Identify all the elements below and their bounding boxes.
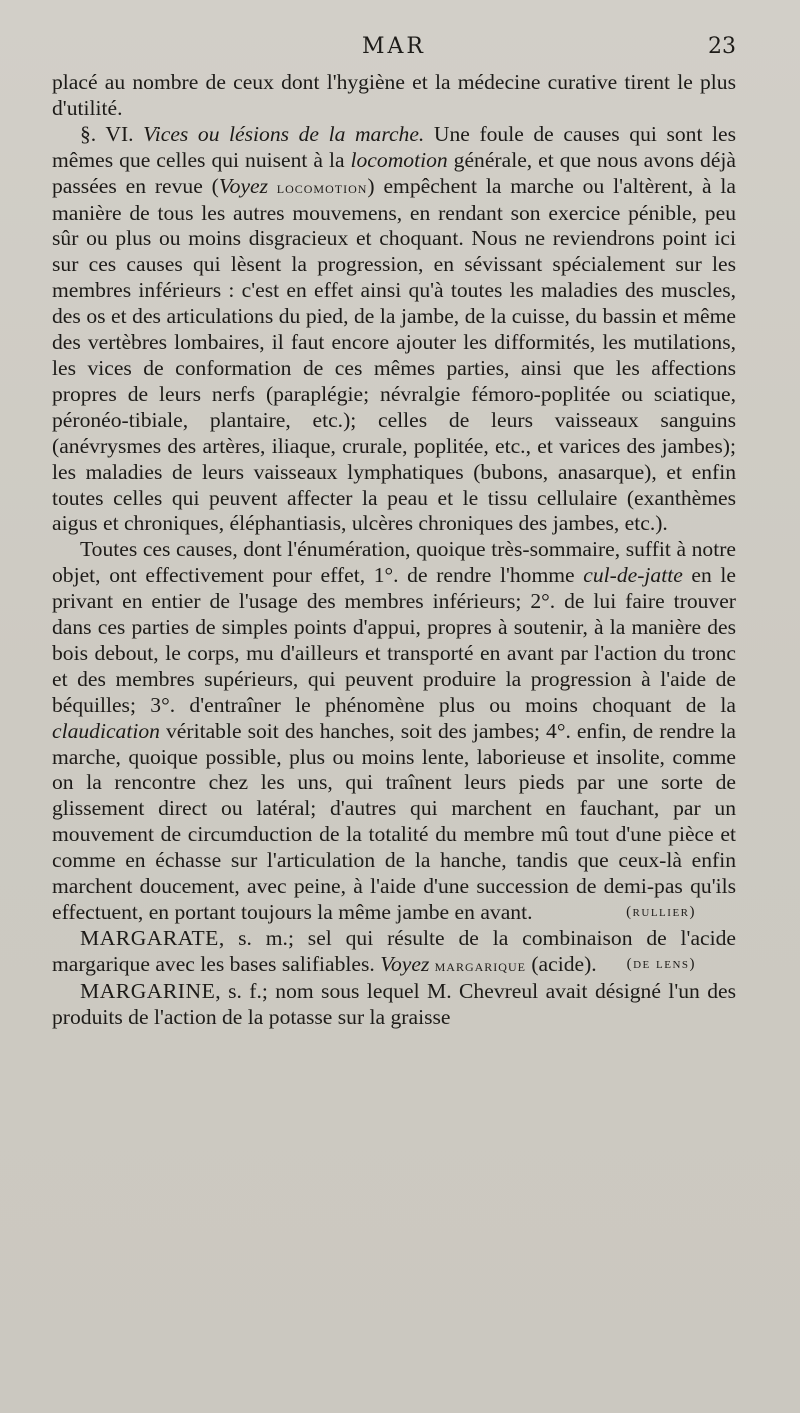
italic-term: locomotion: [350, 147, 448, 172]
entry-headword: MARGARATE: [80, 925, 219, 950]
italic-term: claudication: [52, 718, 160, 743]
paragraph-text: Une foule de causes qui sont les mêmes que celles qui nuisent à la: [52, 121, 737, 172]
entry-headword: MARGARINE: [80, 978, 216, 1003]
paragraph-text: Toutes ces causes, dont l'énumération, quoique très-sommaire, suffit à notre objet, ont effectivement pour effet, 1°. de rendre l'homme: [52, 537, 736, 588]
author-signature: (rullier): [626, 904, 696, 920]
entry-text: , s. m.; sel qui résulte de la combinaison de l'acide margarique avec les bases salifiables.: [52, 925, 736, 976]
page-number: 23: [708, 34, 736, 59]
cross-reference-target: locomotion: [268, 177, 368, 197]
paragraph-text: ) empêchent la marche ou l'altèrent, à la manière de tous les autres mouvemens, en rendant son exercice pénible, peu sûr ou plus ou moins disgracieux et choquant. Nous ne reviendrons point ici sur ces causes qui lèsent la progression, en sévissant spécialement sur les membres inférieurs : c'est en effet ainsi qu'à toutes les maladies des muscles, des os et des articulations du pied, de la jambe, de la cuisse, du bassin et même des vertèbres lombaires, il faut encore ajouter les difformités, les mutilations, les vices de conformation de ces mêmes parties, ainsi que les affections propres de leurs nerfs (paraplégie; névralgie fémoro-poplitée ou sciatique, péronéo-tibiale, plantaire, etc.); celles de leurs vaisseaux sanguins (anévrysmes des artères, iliaque, crurale, poplitée, etc., et varices des jambes); les maladies de leurs vaisseaux lymphatiques (bubons, anasarque), et enfin toutes celles qui peuvent affecter la peau et le tissu cellulaire (exanthèmes aigus et chroniques, éléphantiasis, ulcères chroniques des jambes, etc.).: [52, 173, 737, 536]
cross-reference-target: margarique: [429, 955, 526, 975]
paragraph-text: en le privant en entier de l'usage des membres inférieurs; 2°. de lui faire trouver dans ces parties de simples points d'appui, propres à soutenir, à la manière des bois debout, le corps, mu d'ailleurs et transporté en avant par l'action du tronc et des membres supérieurs, qui peuvent produire la progression à l'aide de béquilles; 3°. d'entraîner le phénomène plus ou moins choquant de la: [52, 563, 736, 717]
page-header: [52, 34, 736, 66]
italic-term: cul-de-jatte: [583, 563, 683, 588]
paragraph-text: générale, et que nous avons déjà passées en revue (: [52, 147, 736, 198]
paragraph-section-vi: [52, 122, 736, 538]
paragraph-continuation: [52, 70, 736, 122]
body-text: [52, 70, 736, 1031]
author-signature: (de lens): [626, 955, 696, 972]
entry-margarine: [52, 979, 736, 1031]
paragraph-causes: [52, 537, 736, 926]
paragraph-text: placé au nombre de ceux dont l'hygiène et la médecine curative tirent le plus d'utilité.: [52, 70, 736, 120]
entry-text: (acide).: [525, 951, 597, 976]
cross-reference-voyez: Voyez: [218, 173, 269, 198]
entry-text: , s. f.; nom sous lequel M. Chevreul avait désigné l'un des produits de l'action de la potasse sur la graisse: [52, 978, 736, 1029]
paragraph-text: véritable soit des hanches, soit des jambes; 4°. enfin, de rendre la marche, quoique possible, plus ou moins lente, laborieuse et insolite, comme on la rencontre chez les uns, qui traînent leurs pieds par une sorte de glissement direct ou latéral; d'autres qui marchent en fauchant, par un mouvement de circumduction de la totalité du membre mû tout d'une pièce et comme en échasse sur l'articulation de la hanche, tandis que ceux-là enfin marchent doucement, avec peine, à l'aide d'une succession de demi-pas qu'ils effectuent, en portant toujours la même jambe en avant.: [52, 718, 736, 924]
cross-reference-voyez: Voyez: [380, 951, 430, 976]
section-title: Vices ou lésions de la marche.: [143, 121, 425, 146]
entry-margarate: [52, 926, 736, 979]
running-head: MAR: [362, 34, 426, 59]
section-number: §. VI.: [80, 121, 134, 146]
